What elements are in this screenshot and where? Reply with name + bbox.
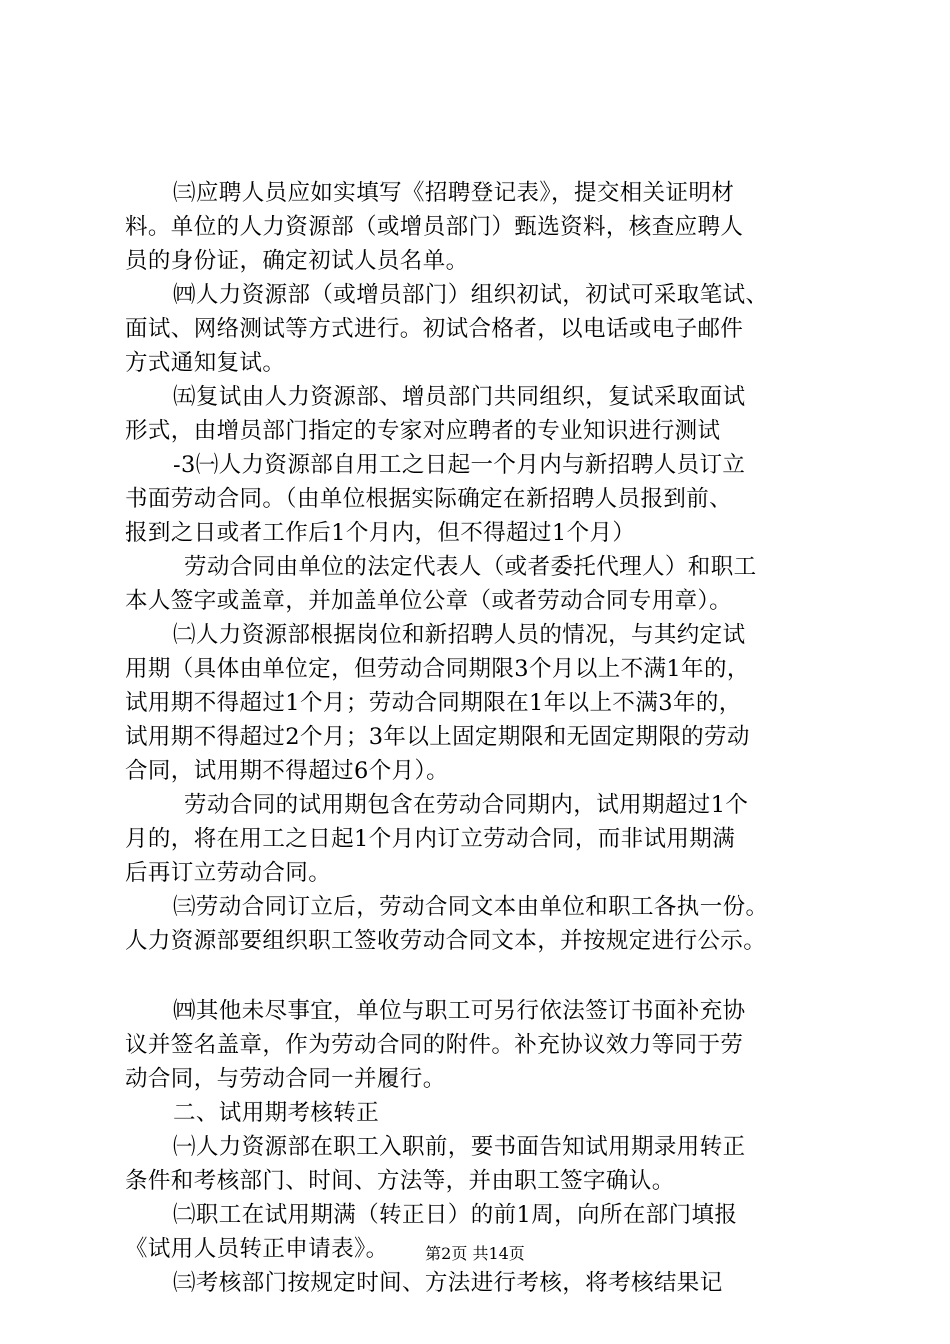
text-line: 报到之日或者工作后1个月内，但不得超过1个月） — [125, 520, 636, 546]
text-line: 方式通知复试。 — [125, 350, 286, 376]
text-line: 用期（具体由单位定，但劳动合同期限3个月以上不满1年的， — [125, 656, 750, 682]
text-line: ㈢考核部门按规定时间、方法进行考核，将考核结果记 — [173, 1270, 723, 1296]
page-number-footer: 第2页 共14页 — [425, 1244, 525, 1263]
text-line: 后再订立劳动合同。 — [125, 860, 332, 886]
text-line: ㈡人力资源部根据岗位和新招聘人员的情况，与其约定试 — [173, 622, 746, 648]
text-line: 条件和考核部门、时间、方法等，并由职工签字确认。 — [125, 1168, 675, 1194]
text-line: ㈣人力资源部（或增员部门）组织初试，初试可采取笔试、 — [173, 282, 769, 308]
text-line: 动合同，与劳动合同一并履行。 — [125, 1066, 446, 1092]
text-line: 形式，由增员部门指定的专家对应聘者的专业知识进行测试 — [125, 418, 721, 444]
text-line: 料。单位的人力资源部（或增员部门）甄选资料，核查应聘人 — [125, 214, 744, 240]
text-line: ㈢劳动合同订立后，劳动合同文本由单位和职工各执一份。 — [173, 894, 769, 920]
text-line: -3㈠人力资源部自用工之日起一个月内与新招聘人员订立 — [173, 452, 746, 478]
text-line: ㈤复试由人力资源部、增员部门共同组织，复试采取面试 — [173, 384, 746, 410]
text-line: 劳动合同由单位的法定代表人（或者委托代理人）和职工 — [184, 554, 757, 580]
text-line: 面试、网络测试等方式进行。初试合格者，以电话或电子邮件 — [125, 316, 744, 342]
text-line: 人力资源部要组织职工签收劳动合同文本，并按规定进行公示。 — [125, 928, 767, 954]
text-line: 合同，试用期不得超过6个月）。 — [125, 758, 450, 784]
text-line: 本人签字或盖章，并加盖单位公章（或者劳动合同专用章）。 — [125, 588, 733, 614]
text-line: ㈣其他未尽事宜，单位与职工可另行依法签订书面补充协 — [173, 998, 746, 1024]
text-line: ㈡职工在试用期满（转正日）的前1周，向所在部门填报 — [173, 1202, 738, 1228]
text-line: 议并签名盖章，作为劳动合同的附件。补充协议效力等同于劳 — [125, 1032, 744, 1058]
text-line: 月的，将在用工之日起1个月内订立劳动合同，而非试用期满 — [125, 826, 736, 852]
text-line: 《试用人员转正申请表》。 — [125, 1236, 389, 1262]
text-line: 劳动合同的试用期包含在劳动合同期内，试用期超过1个 — [184, 792, 749, 818]
text-line: ㈠人力资源部在职工入职前，要书面告知试用期录用转正 — [173, 1134, 746, 1160]
text-line: 试用期不得超过1个月；劳动合同期限在1年以上不满3年的， — [125, 690, 742, 716]
text-line: ㈢应聘人员应如实填写《招聘登记表》，提交相关证明材 — [173, 180, 735, 206]
text-line: 员的身份证，确定初试人员名单。 — [125, 248, 469, 274]
section-heading: 二、试用期考核转正 — [173, 1100, 380, 1126]
text-line: 试用期不得超过2个月；3年以上固定期限和无固定期限的劳动 — [125, 724, 750, 750]
text-line: 书面劳动合同。（由单位根据实际确定在新招聘人员报到前、 — [125, 486, 733, 512]
